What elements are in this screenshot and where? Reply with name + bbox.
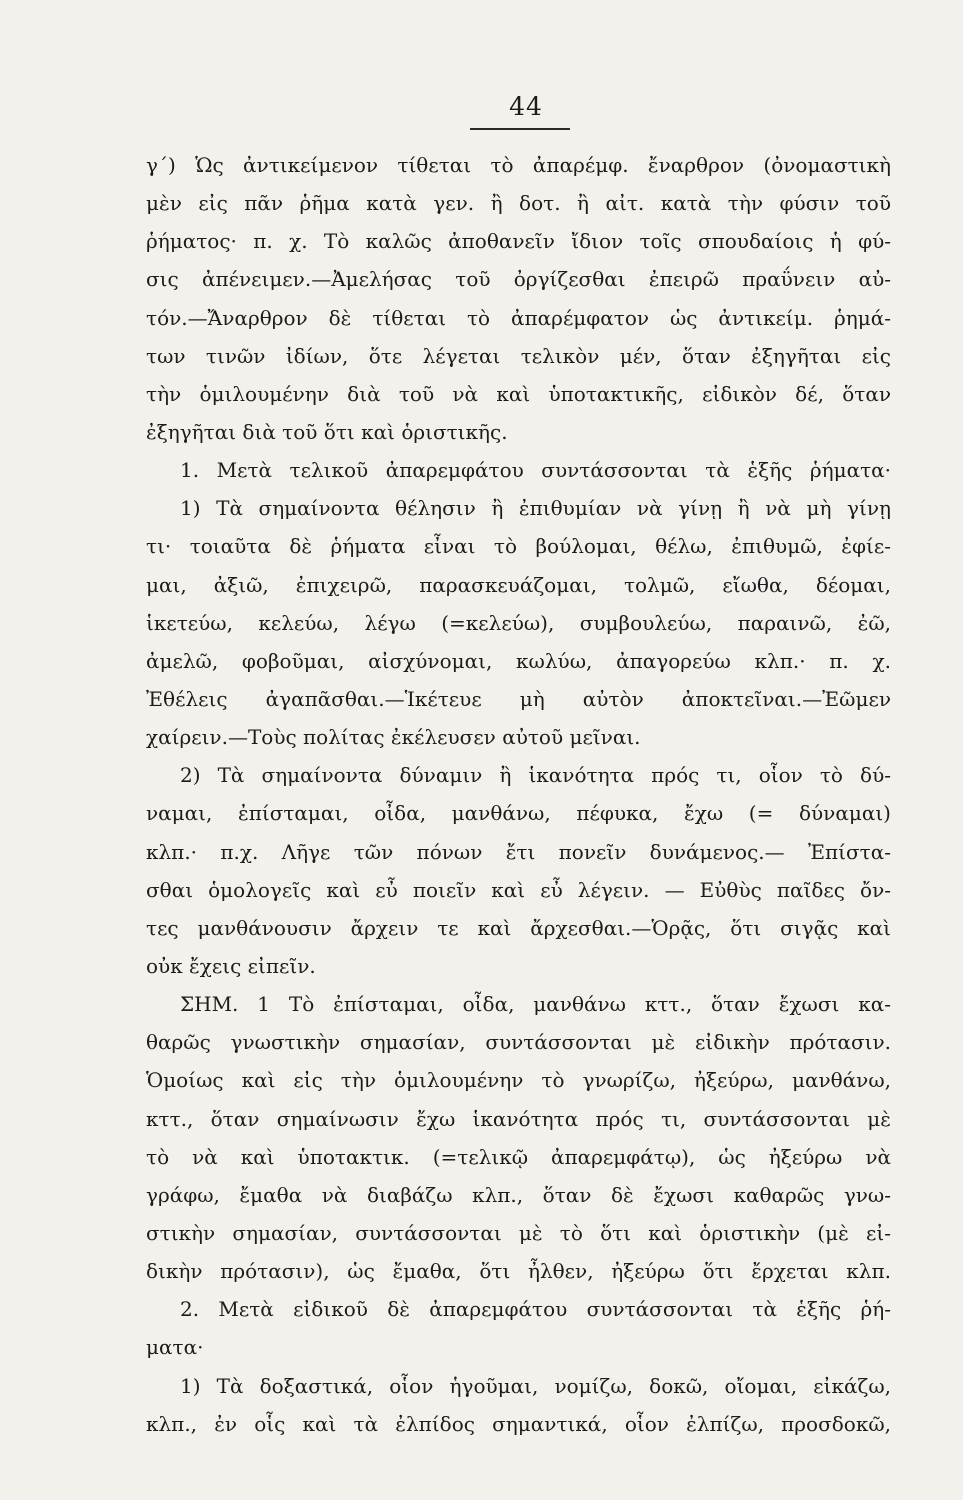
text-line: Ἐθέλεις ἀγαπᾶσθαι.—Ἱκέτευε μὴ αὐτὸν ἀποκτεῖναι.—Ἐῶμεν [146,686,891,711]
text-line: τὴν ὁμιλουμένην διὰ τοῦ νὰ καὶ ὑποτακτικῆς, εἰδικὸν δέ, ὅταν [146,381,891,406]
page-number-rule [470,128,570,130]
text-line: δικὴν πρότασιν), ὡς ἔμαθα, ὅτι ἦλθεν, ἠξεύρω ὅτι ἔρχεται κλπ. [146,1259,891,1284]
text-line: θαρῶς γνωστικὴν σημασίαν, συντάσσονται μὲ εἰδικὴν πρότασιν. [146,1030,891,1055]
text-line: ἱκετεύω, κελεύω, λέγω (=κελεύω), συμβουλεύω, παραινῶ, ἐῶ, [146,610,891,635]
text-line: των τινῶν ἰδίων, ὅτε λέγεται τελικὸν μέν, ὅταν ἐξηγῆται εἰς [146,343,891,368]
page-number: 44 [509,92,543,121]
text-line: 1) Τὰ δοξαστικά, οἷον ἡγοῦμαι, νομίζω, δοκῶ, οἴομαι, εἰκάζω, [180,1373,891,1398]
text-line: ἀμελῶ, φοβοῦμαι, αἰσχύνομαι, κωλύω, ἀπαγορεύω κλπ.· π. χ. [146,648,891,673]
text-line: κλπ.· π.χ. Λῆγε τῶν πόνων ἔτι πονεῖν δυνάμενος.— Ἐπίστα- [146,839,891,864]
body-text [146,146,891,1443]
text-line: ΣΗΜ. 1 Τὸ ἐπίσταμαι, οἶδα, μανθάνω κττ., ὅταν ἔχωσι κα- [180,992,891,1017]
text-line: 2) Τὰ σημαίνοντα δύναμιν ἢ ἱκανότητα πρός τι, οἷον τὸ δύ- [180,763,891,788]
text-line: ῥήματος· π. χ. Τὸ καλῶς ἀποθανεῖν ἴδιον τοῖς σπουδαίοις ἡ φύ- [146,229,891,254]
text-line: 1. Μετὰ τελικοῦ ἀπαρεμφάτου συντάσσονται τὰ ἑξῆς ῥήματα· [180,458,891,483]
text-line: στικὴν σημασίαν, συντάσσονται μὲ τὸ ὅτι καὶ ὁριστικὴν (μὲ εἰ- [146,1220,891,1245]
text-line: γ΄) Ὡς ἀντικείμενον τίθεται τὸ ἀπαρέμφ. ἔναρθρον (ὀνομαστικὴ [146,153,891,177]
text-line: ναμαι, ἐπίσταμαι, οἶδα, μανθάνω, πέφυκα, ἔχω (= δύναμαι) [146,801,891,826]
text-line: χαίρειν.—Τοὺς πολίτας ἐκέλευσεν αὐτοῦ μεῖναι. [146,725,641,750]
text-line: οὐκ ἔχεις εἰπεῖν. [146,953,316,978]
text-line: κλπ., ἐν οἷς καὶ τὰ ἐλπίδος σημαντικά, οἷον ἐλπίζω, προσδοκῶ, [146,1411,891,1436]
text-line: ἐξηγῆται διὰ τοῦ ὅτι καὶ ὁριστικῆς. [146,419,508,444]
text-line: Ὁμοίως καὶ εἰς τὴν ὁμιλουμένην τὸ γνωρίζω, ἠξεύρω, μανθάνω, [146,1068,891,1093]
text-line: μὲν εἰς πᾶν ῥῆμα κατὰ γεν. ἢ δοτ. ἢ αἰτ. κατὰ τὴν φύσιν τοῦ [146,191,891,216]
text-line: 1) Τὰ σημαίνοντα θέλησιν ἢ ἐπιθυμίαν νὰ γίνῃ ἢ νὰ μὴ γίνῃ [180,496,891,521]
text-line: ματα· [146,1335,204,1360]
text-line: κττ., ὅταν σημαίνωσιν ἔχω ἱκανότητα πρός τι, συντάσσονται μὲ [146,1106,891,1131]
text-line: τόν.—Ἄναρθρον δὲ τίθεται τὸ ἀπαρέμφατον ὡς ἀντικείμ. ῥημά- [146,305,891,330]
text-line: σθαι ὁμολογεῖς καὶ εὖ ποιεῖν καὶ εὖ λέγειν. — Εὐθὺς παῖδες ὄν- [146,877,891,902]
text-line: τὸ νὰ καὶ ὑποτακτικ. (=τελικῷ ἀπαρεμφάτῳ), ὡς ἠξεύρω νὰ [146,1144,891,1169]
text-line: γράφω, ἔμαθα νὰ διαβάζω κλπ., ὅταν δὲ ἔχωσι καθαρῶς γνω- [146,1182,891,1207]
text-line: 2. Μετὰ εἰδικοῦ δὲ ἀπαρεμφάτου συντάσσονται τὰ ἑξῆς ῥή- [180,1297,891,1322]
text-line: σις ἀπένειμεν.—Ἀμελήσας τοῦ ὀργίζεσθαι ἐπειρῶ πραΰνειν αὐ- [146,267,891,292]
text-line: μαι, ἀξιῶ, ἐπιχειρῶ, παρασκευάζομαι, τολμῶ, εἴωθα, δέομαι, [146,572,891,597]
text-line: τες μανθάνουσιν ἄρχειν τε καὶ ἄρχεσθαι.—Ὁρᾷς, ὅτι σιγᾷς καὶ [146,915,891,940]
text-line: τι· τοιαῦτα δὲ ῥήματα εἶναι τὸ βούλομαι, θέλω, ἐπιθυμῶ, ἐφίε- [146,534,891,559]
